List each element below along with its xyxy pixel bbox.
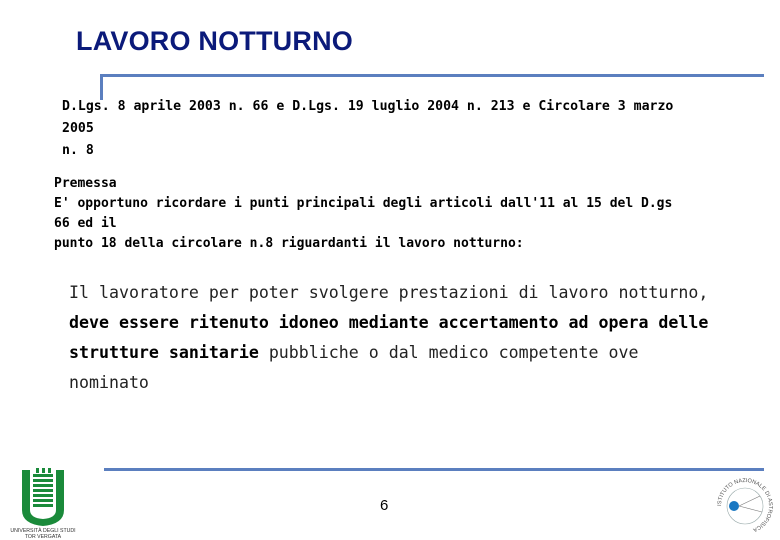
slide-title: LAVORO NOTTURNO: [76, 26, 353, 56]
page-number: 6: [380, 497, 389, 514]
legal-reference: [62, 96, 692, 162]
premessa-line-1: E' opportuno ricordare i punti principali degli articoli dall'11 al 15 del D.gs 66 ed il: [54, 196, 673, 231]
svg-text:UNIVERSITÀ DEGLI STUDI: UNIVERSITÀ DEGLI STUDI: [10, 528, 76, 534]
inaf-logo: [712, 474, 778, 538]
main-paragraph-rest: pubbliche o dal medico competente ove nominato: [69, 343, 639, 392]
main-paragraph-intro: Il lavoratore per poter svolgere prestazioni di lavoro notturno,: [69, 283, 709, 302]
legal-reference-line-2: n. 8: [62, 143, 94, 158]
university-logo: [10, 466, 76, 540]
title-divider: [100, 74, 764, 77]
main-paragraph: [69, 278, 709, 398]
premessa-line-2: punto 18 della circolare n.8 riguardanti il lavoro notturno:: [54, 236, 524, 251]
legal-reference-line-1: D.Lgs. 8 aprile 2003 n. 66 e D.Lgs. 19 luglio 2004 n. 213 e Circolare 3 marzo 2005: [62, 99, 674, 136]
main-paragraph-emphasis: deve essere ritenuto idoneo mediante accertamento ad opera delle strutture sanitarie: [69, 313, 709, 362]
footer-divider: [104, 468, 764, 471]
svg-text:ISTITUTO NAZIONALE DI ASTROFIS: ISTITUTO NAZIONALE DI ASTROFISICA: [716, 477, 774, 533]
svg-text:TOR VERGATA: TOR VERGATA: [24, 534, 62, 540]
premessa-section: [54, 174, 694, 254]
premessa-heading: Premessa: [54, 176, 117, 191]
